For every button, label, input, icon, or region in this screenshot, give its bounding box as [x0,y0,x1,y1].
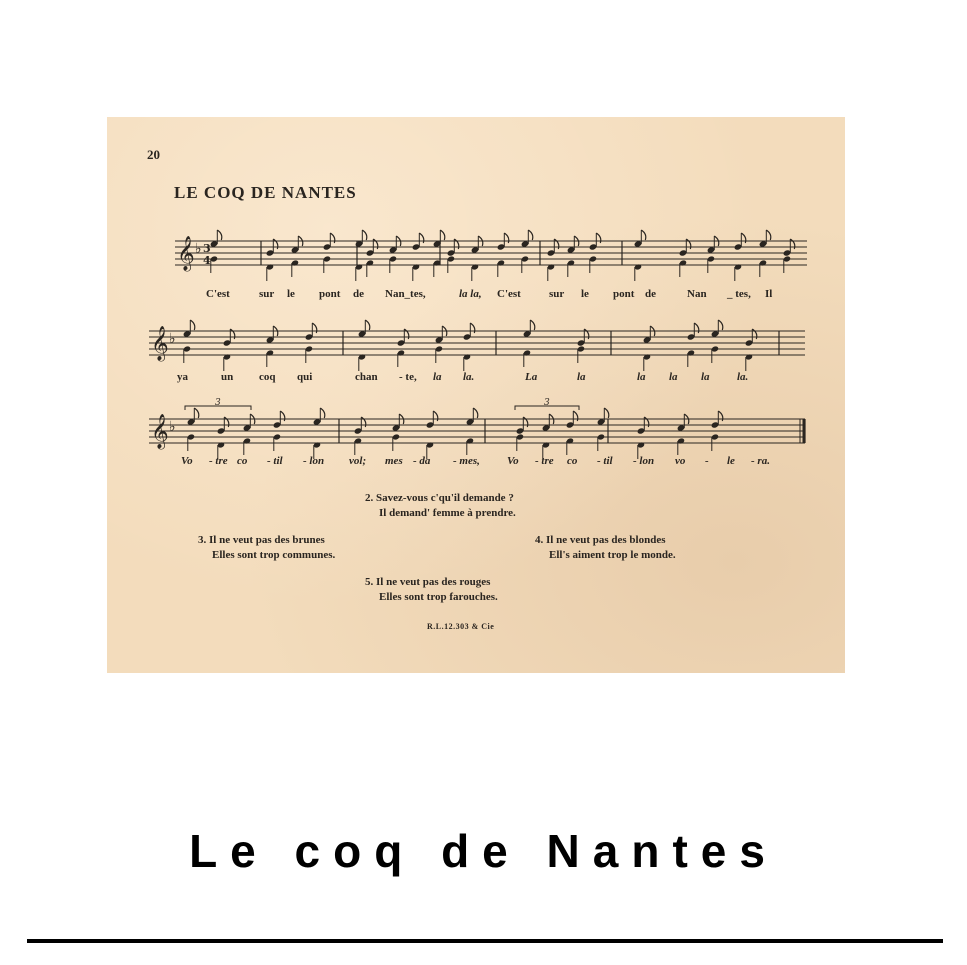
lyric-syllable: - til [267,455,283,467]
lyric-syllable: - tre [209,455,228,467]
note-flag [454,239,459,249]
verse-2 [365,491,516,521]
lyric-syllable: la [637,371,646,383]
music-staff-1 [175,235,807,283]
lyric-syllable: de [645,288,656,300]
caption-title: Le coq de Nantes [189,825,778,877]
note-flag [361,417,366,427]
lyric-syllable: qui [297,371,313,383]
note-flag [373,239,378,249]
lyric-syllable: la [577,371,586,383]
verse-2-line-1: 2. Savez-vous c'qu'il demande ? [365,492,514,504]
lyric-syllable: C'est [206,288,230,300]
note-flag [194,408,199,418]
lyric-syllable: Il [765,288,773,300]
lyric-syllable: co [237,455,248,467]
lyric-syllable: - lon [303,455,325,467]
note-flag [718,411,723,421]
note-flag [741,233,746,243]
note-flag [752,329,757,339]
lyric-syllable: la la, [459,288,482,300]
lyric-syllable: Nan_tes, [385,288,426,300]
note-flag [584,329,589,339]
lyric-syllable: - til [597,455,613,467]
verse-5-line-1: 5. Il ne veut pas des rouges [365,576,491,588]
verse-3-line-2: Elles sont trop communes. [212,549,336,561]
note-flag [224,417,229,427]
note-flag [273,239,278,249]
verse-3-line-1: 3. Il ne veut pas des brunes [198,534,325,546]
lyric-syllable: le [581,288,589,300]
flat-sign-icon: ♭ [195,241,202,257]
song-title: LE COQ DE NANTES [174,183,357,202]
verse-3 [198,533,335,563]
lyric-syllable: pont [319,288,341,300]
lyric-syllable: La [525,371,538,383]
triplet-number: 3 [215,398,221,408]
note-flag [604,408,609,418]
lyric-syllable: pont [613,288,635,300]
note-flag [473,408,478,418]
lyric-syllable: le [727,455,735,467]
lyric-syllable: - [705,455,709,467]
lyric-syllable: Vo [181,455,193,467]
lyric-syllable: le [287,288,295,300]
lyric-syllable: Vo [507,455,519,467]
lyrics-line-3 [107,455,845,469]
verse-4-line-2: Ell's aiment trop le monde. [549,549,676,561]
note-flag [790,239,795,249]
note-flag [530,320,535,330]
lyric-syllable: - da [413,455,431,467]
lyric-syllable: - mes, [453,455,480,467]
page-number: 20 [147,147,160,162]
note-flag [433,411,438,421]
lyric-syllable: - tre [535,455,554,467]
lyrics-line-2 [107,371,845,385]
publisher-imprint: R.L.12.303 & Cie [427,622,495,631]
lyric-syllable: _ tes, [727,288,751,300]
note-flag [330,233,335,243]
lyric-syllable: la. [737,371,749,383]
note-flag [419,233,424,243]
lyrics-line-1 [107,288,845,302]
note-flag [718,320,723,330]
note-flag [686,239,691,249]
flat-sign-icon: ♭ [169,419,176,435]
note-flag [694,323,699,333]
note-flag [641,230,646,240]
lyric-syllable: vo [675,455,686,467]
lyric-syllable: sur [259,288,275,300]
lyric-syllable: - ra. [751,455,770,467]
lyric-syllable: coq [259,371,276,383]
note-flag [528,230,533,240]
lyric-syllable: la [701,371,710,383]
verse-5-line-2: Elles sont trop farouches. [379,591,498,603]
note-flag [404,329,409,339]
note-flag [365,320,370,330]
lyric-syllable: - lon [633,455,655,467]
lyric-syllable: Nan [687,288,707,300]
note-flag [217,230,222,240]
note-flag [230,329,235,339]
note-flag [312,323,317,333]
treble-clef-icon: 𝄞 [151,414,169,449]
verse-2-line-2: Il demand' femme à prendre. [379,507,516,519]
music-staff-3 [149,389,805,453]
treble-clef-icon: 𝄞 [151,326,169,361]
lyric-syllable: la [669,371,678,383]
lyric-syllable: de [353,288,364,300]
lyric-syllable: la [433,371,442,383]
note-flag [362,230,367,240]
lyric-syllable: la. [463,371,475,383]
note-flag [440,230,445,240]
note-flag [470,323,475,333]
verse-4-line-1: 4. Il ne veut pas des blondes [535,534,666,546]
note-flag [190,320,195,330]
lyric-syllable: C'est [497,288,521,300]
time-signature: 3 [203,242,211,255]
lyric-syllable: vol; [349,455,367,467]
note-flag [644,417,649,427]
lyric-syllable: un [221,371,234,383]
note-flag [280,411,285,421]
time-signature: 4 [203,254,211,267]
lyric-syllable: - te, [399,371,417,383]
lyric-syllable: chan [355,371,378,383]
note-flag [596,233,601,243]
bottom-rule [27,939,943,943]
lyric-syllable: ya [177,371,188,383]
note-flag [504,233,509,243]
triplet-number: 3 [544,398,550,408]
note-flag [573,411,578,421]
note-flag [320,408,325,418]
note-flag [554,239,559,249]
note-flag [766,230,771,240]
lyric-syllable: co [567,455,578,467]
note-flag [523,417,528,427]
verse-5 [365,575,498,605]
lyric-syllable: mes [385,455,403,467]
lyric-syllable: sur [549,288,565,300]
treble-clef-icon: 𝄞 [177,236,195,271]
scanned-music-page [107,117,845,673]
flat-sign-icon: ♭ [169,331,176,347]
verse-4 [535,533,676,563]
music-staff-2 [149,317,805,365]
